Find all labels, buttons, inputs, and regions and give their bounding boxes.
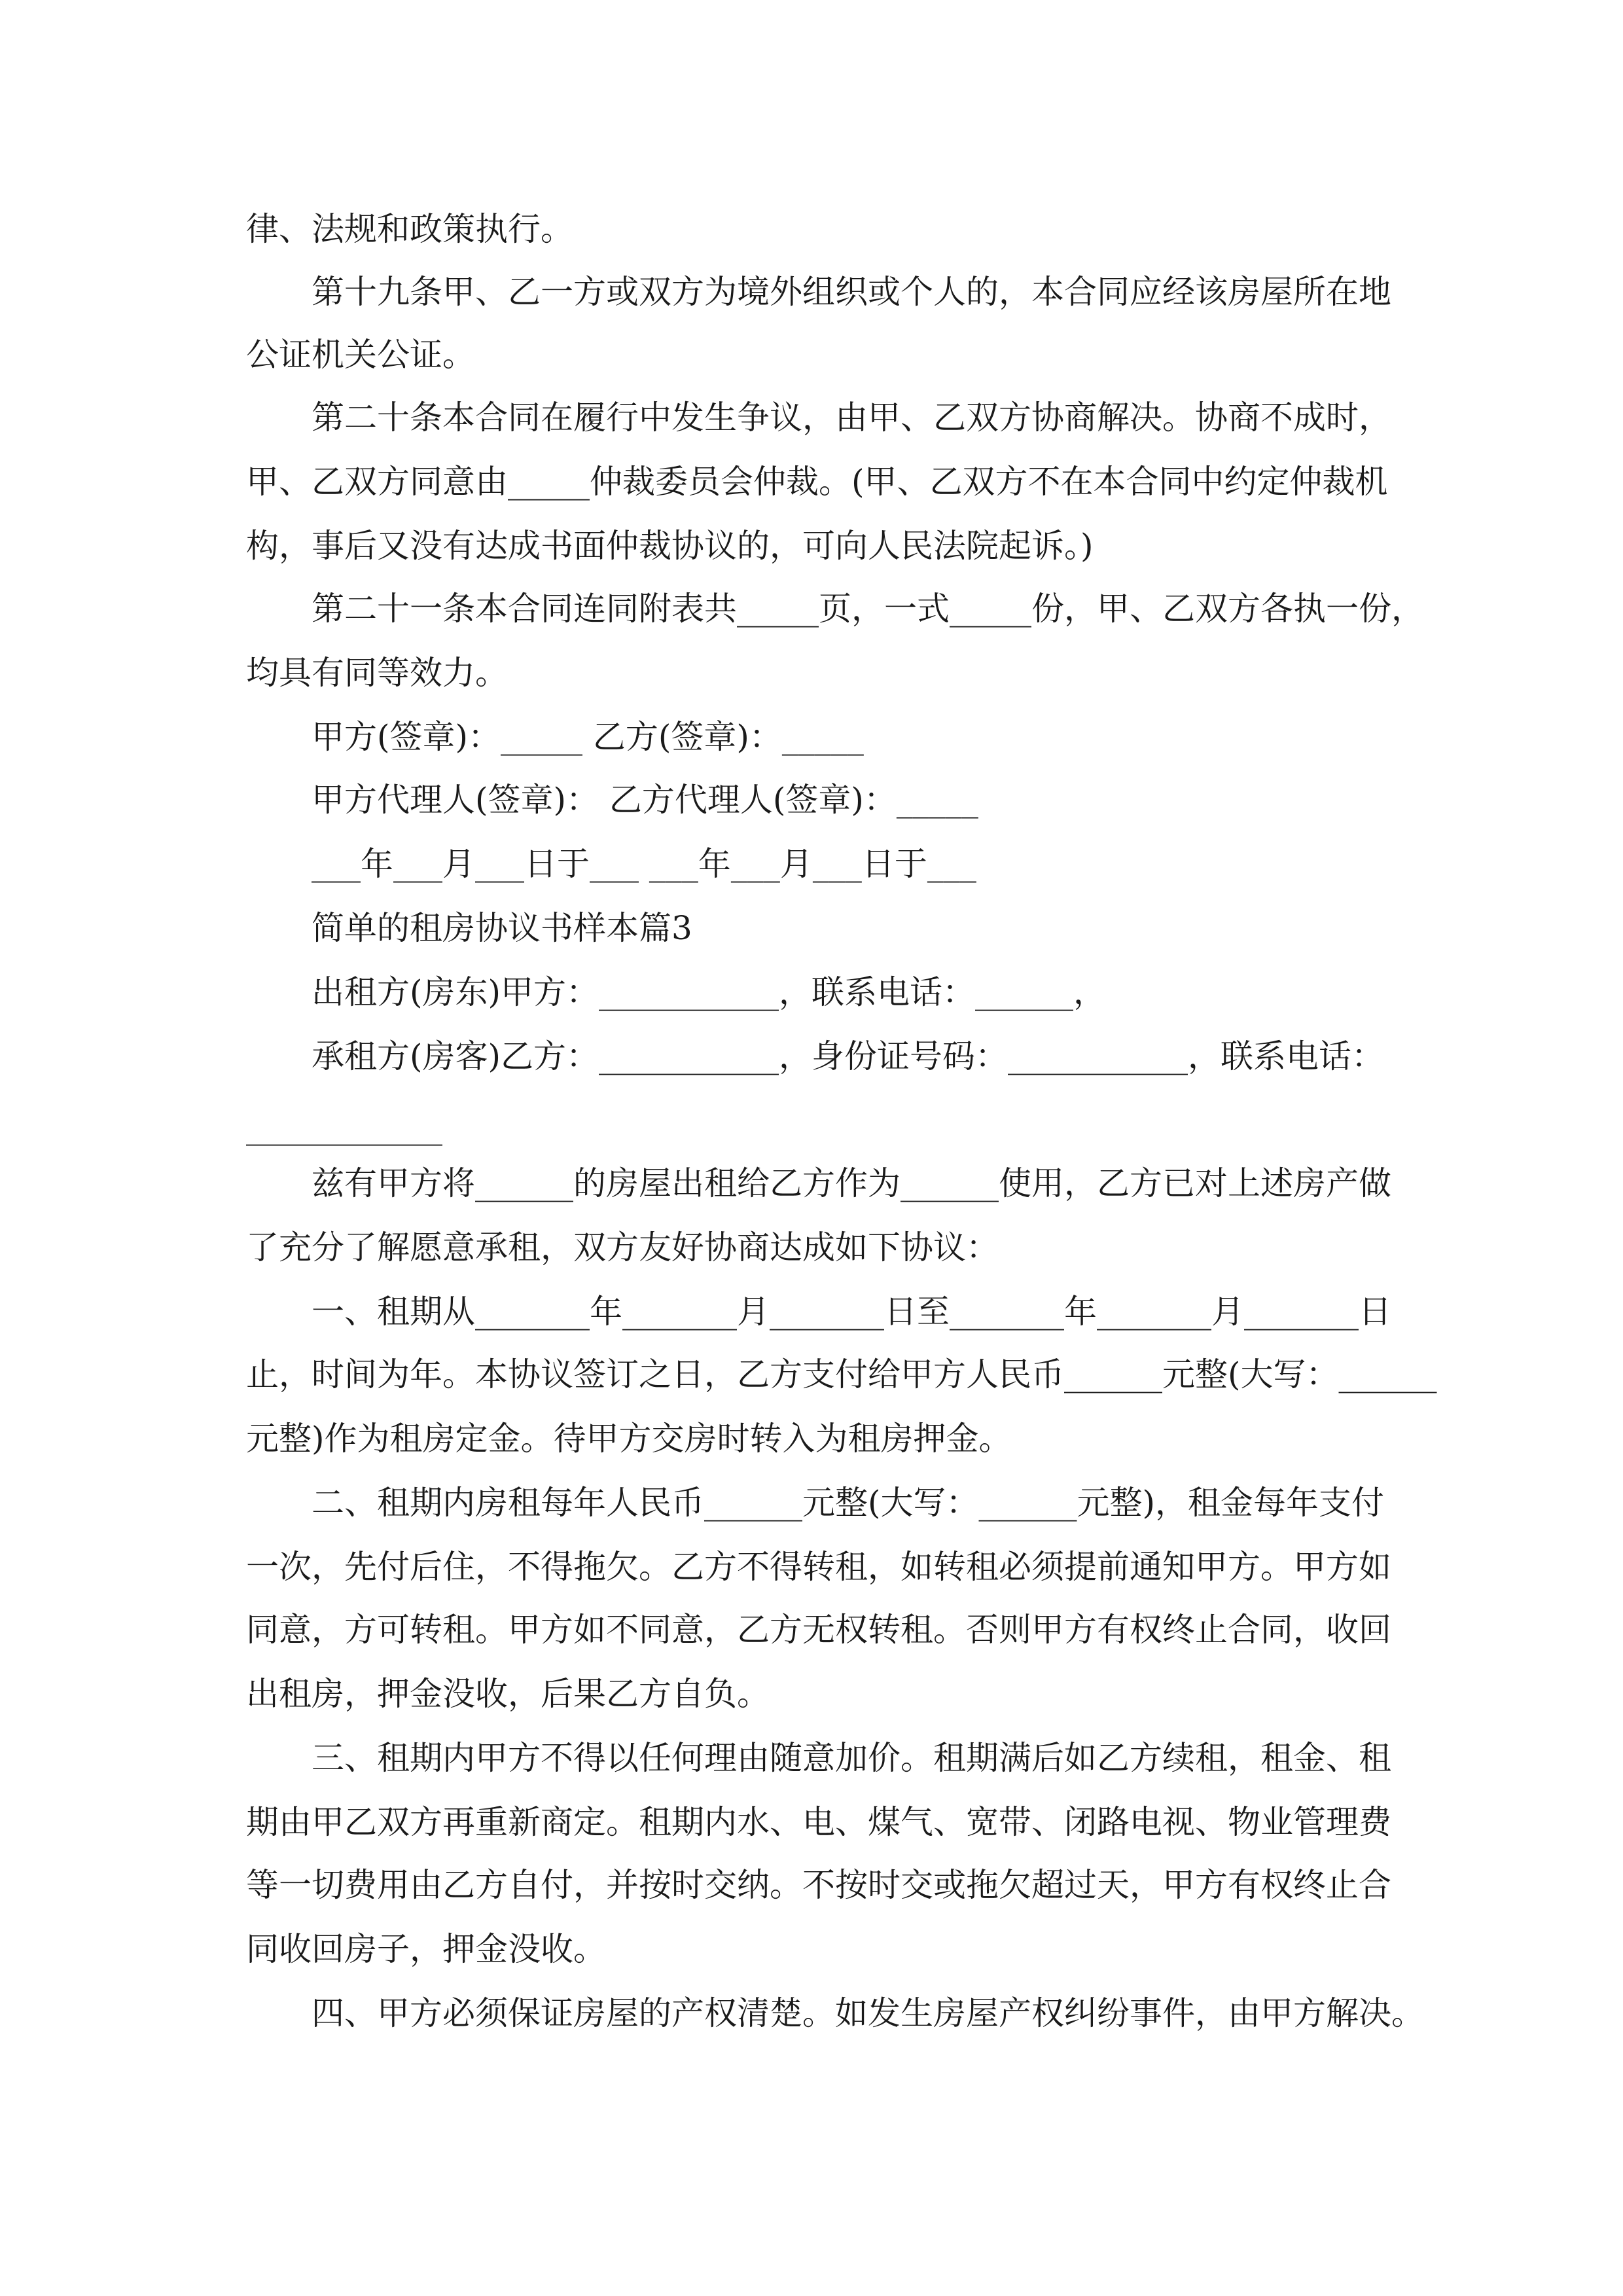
- text-line: 出租方(房东)甲方：___________，联系电话：______，: [312, 973, 1107, 1011]
- text-line: 甲方代理人(签章)： 乙方代理人(签章)：_____: [312, 781, 978, 819]
- text-line: 出租房，押金没收，后果乙方自负。: [246, 1675, 770, 1713]
- text-line: 律、法规和政策执行。: [246, 210, 573, 248]
- text-line: 一、租期从_______年_______月_______日至_______年_______月_______日: [312, 1293, 1391, 1331]
- text-line: 同意，方可转租。甲方如不同意，乙方无权转租。否则甲方有权终止合同，收回: [246, 1611, 1391, 1649]
- section-heading: 简单的租房协议书样本篇3: [312, 909, 692, 947]
- text-line: ____________: [246, 1108, 442, 1146]
- text-line: 公证机关公证。: [246, 336, 475, 374]
- text-line: 二、租期内房租每年人民币______元整(大写：______元整)，租金每年支付: [312, 1484, 1385, 1522]
- text-line: 等一切费用由乙方自付，并按时交纳。不按时交或拖欠超过天，甲方有权终止合: [246, 1866, 1391, 1904]
- text-line: 第二十条本合同在履行中发生争议，由甲、乙双方协商解决。协商不成时，: [312, 399, 1391, 437]
- text-line: 三、租期内甲方不得以任何理由随意加价。租期满后如乙方续租，租金、租: [312, 1739, 1391, 1777]
- text-line: 一次，先付后住，不得拖欠。乙方不得转租，如转租必须提前通知甲方。甲方如: [246, 1548, 1391, 1586]
- text-line: 承租方(房客)乙方：___________，身份证号码：___________，联系电话：: [312, 1037, 1385, 1075]
- text-line: ___年___月___日于___ ___年___月___日于___: [312, 845, 976, 883]
- text-line: 甲方(签章)：_____ 乙方(签章)：_____: [312, 718, 864, 756]
- text-line: 甲、乙双方同意由_____仲裁委员会仲裁。(甲、乙双方不在本合同中约定仲裁机: [246, 463, 1388, 501]
- text-line: 第二十一条本合同连同附表共_____页，一式_____份，甲、乙双方各执一份，: [312, 590, 1424, 628]
- text-line: 元整)作为租房定金。待甲方交房时转入为租房押金。: [246, 1420, 1012, 1458]
- text-line: 第十九条甲、乙一方或双方为境外组织或个人的，本合同应经该房屋所在地: [312, 273, 1391, 311]
- text-line: 兹有甲方将______的房屋出租给乙方作为______使用，乙方已对上述房产做: [312, 1164, 1391, 1202]
- text-line: 四、甲方必须保证房屋的产权清楚。如发生房屋产权纠纷事件，由甲方解决。: [312, 1994, 1424, 2032]
- text-line: 了充分了解愿意承租，双方友好协商达成如下协议：: [246, 1229, 999, 1266]
- text-line: 期由甲乙双方再重新商定。租期内水、电、煤气、宽带、闭路电视、物业管理费: [246, 1803, 1391, 1841]
- text-line: 止，时间为年。本协议签订之日，乙方支付给甲方人民币______元整(大写：______: [246, 1355, 1437, 1393]
- text-line: 均具有同等效力。: [246, 654, 508, 692]
- text-line: 同收回房子，押金没收。: [246, 1930, 606, 1968]
- text-line: 构，事后又没有达成书面仲裁协议的，可向人民法院起诉。): [246, 527, 1094, 565]
